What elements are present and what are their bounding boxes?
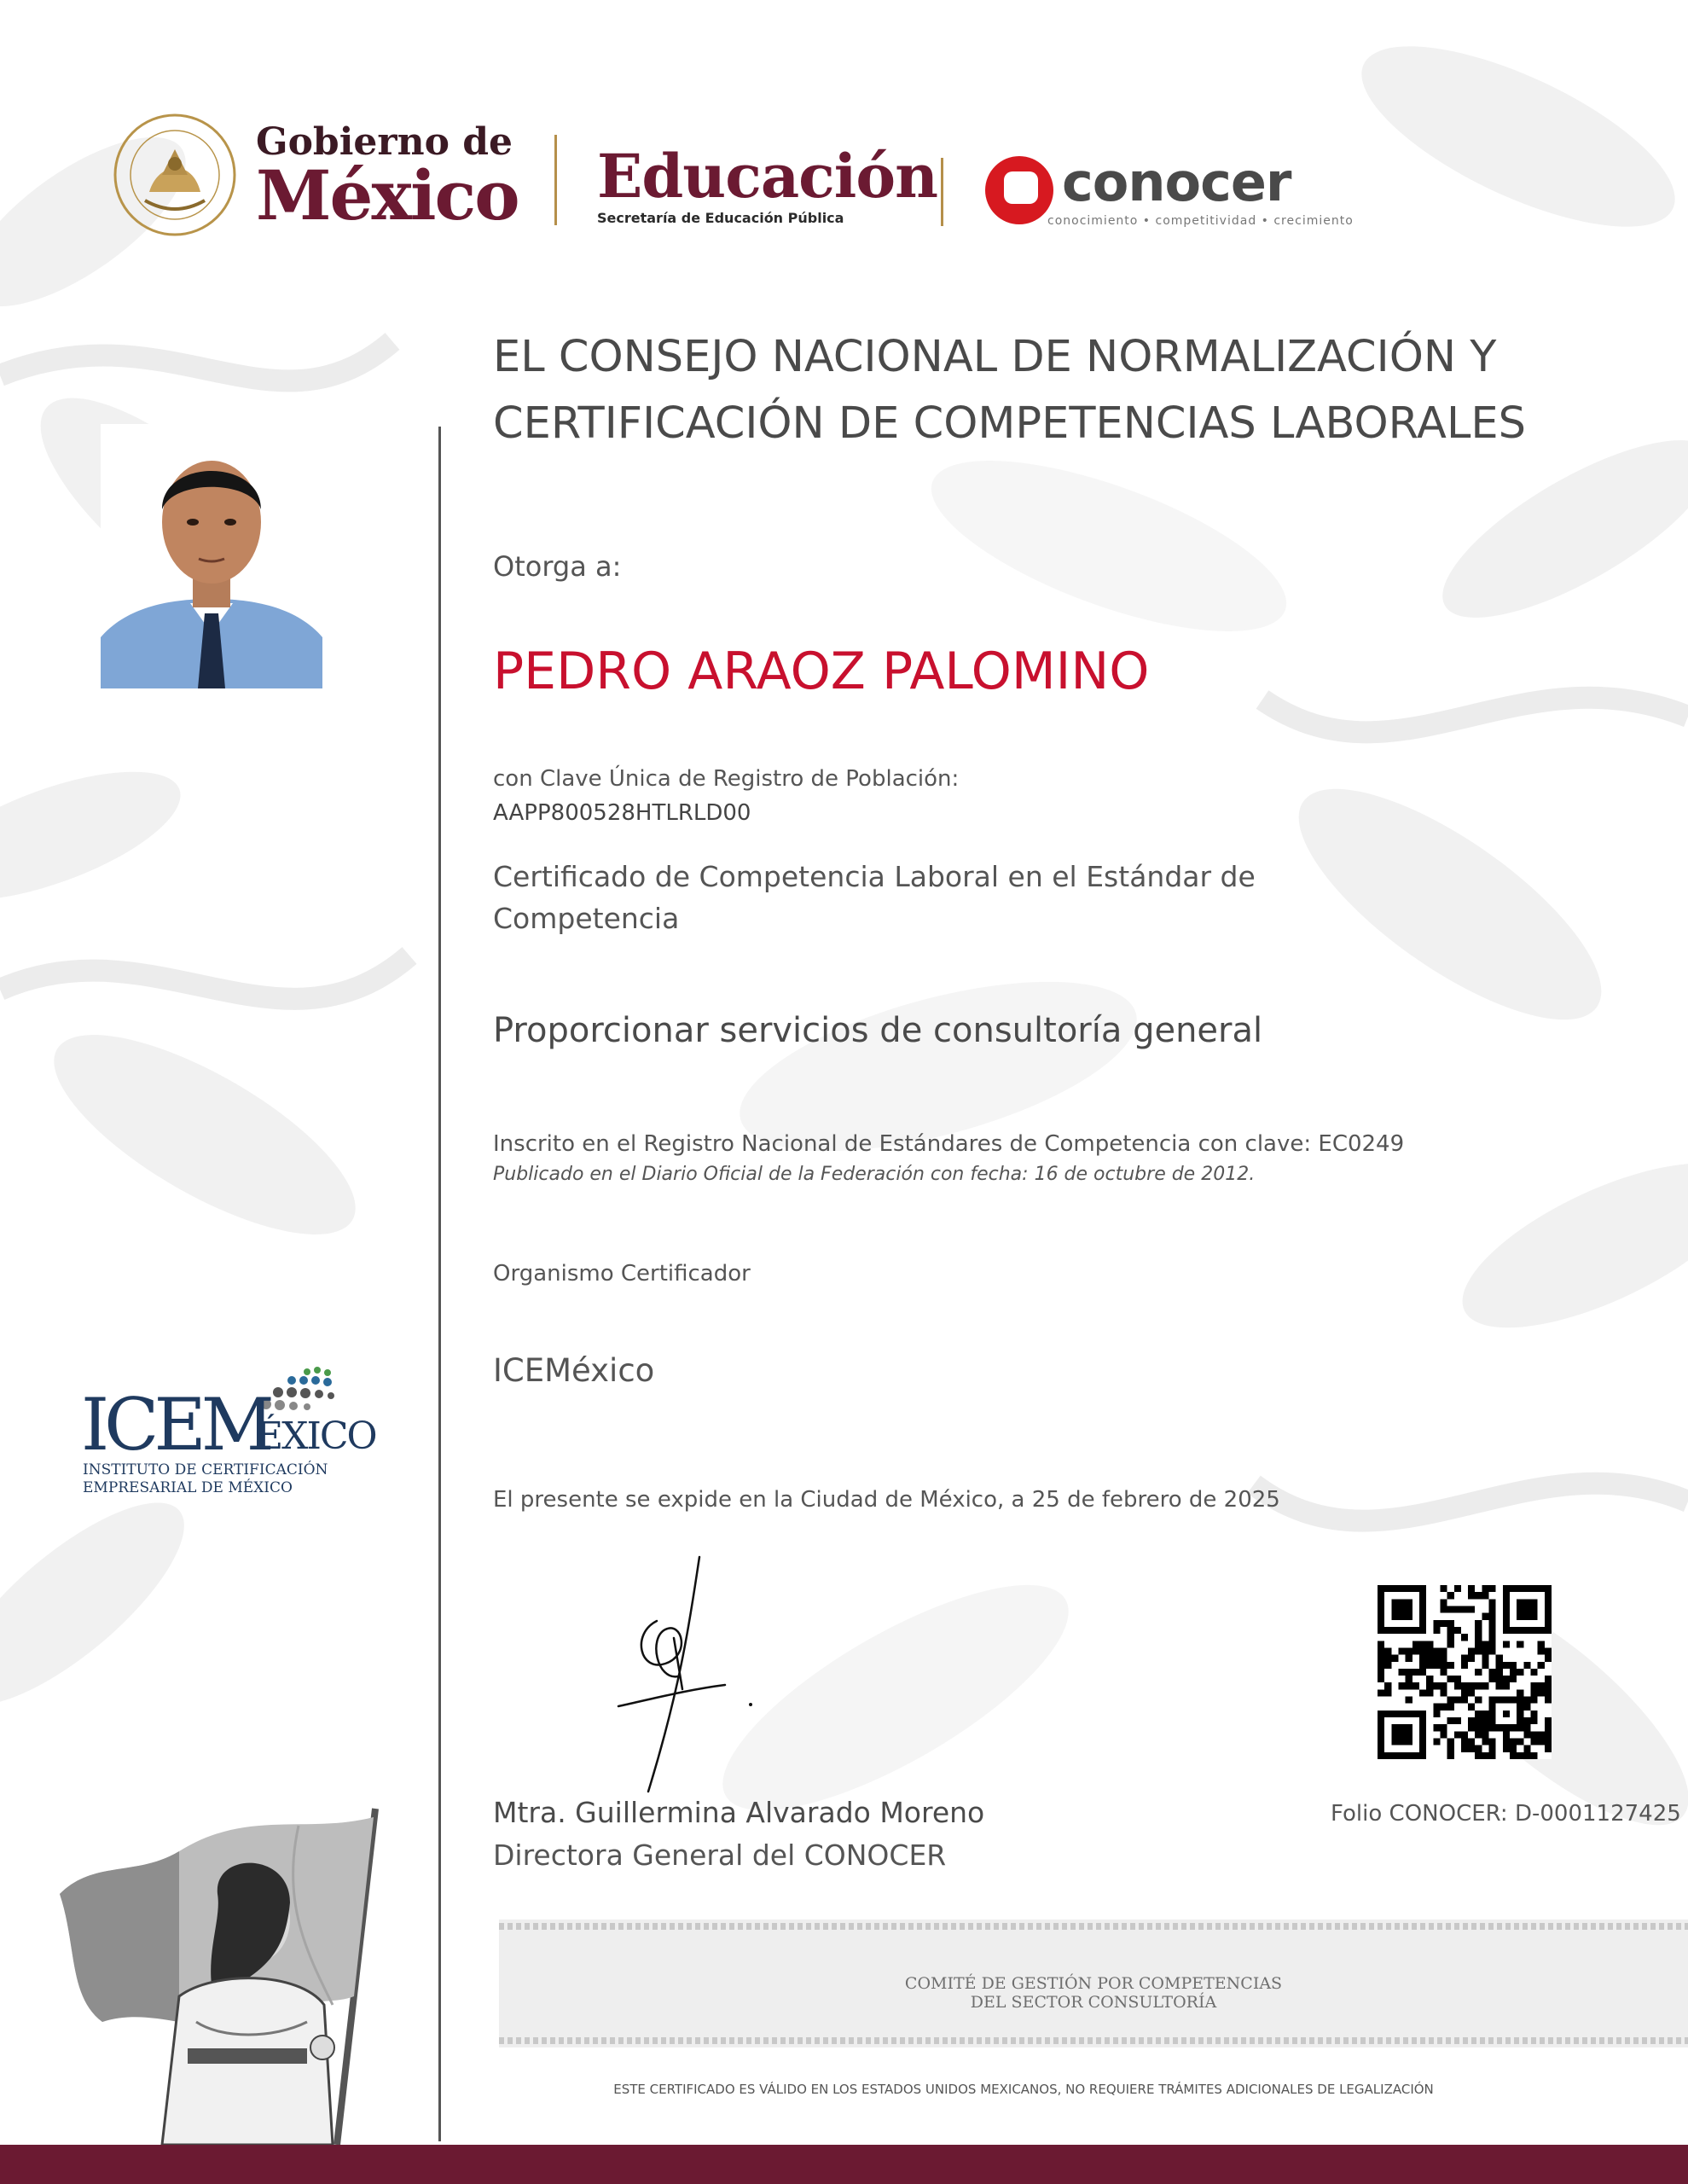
validity-notice: ESTE CERTIFICADO ES VÁLIDO EN LOS ESTADOS UNIDOS MEXICANOS, NO REQUIERE TRÁMITES ADICIONALES DE LEGALIZACIÓN xyxy=(613,2082,1434,2097)
headline-line1: EL CONSEJO NACIONAL DE NORMALIZACIÓN Y xyxy=(493,332,1497,382)
portrait-image xyxy=(101,424,322,688)
conocer-wordmark: conocer xyxy=(1062,151,1291,213)
header-divider xyxy=(554,135,557,225)
otorga-label: Otorga a: xyxy=(493,550,622,583)
folio-number: Folio CONOCER: D-0001127425 xyxy=(1331,1801,1681,1827)
curp-label: con Clave Única de Registro de Población: xyxy=(493,766,960,792)
vertical-divider xyxy=(438,427,441,2141)
published-text: Publicado en el Diario Oficial de la Federación con fecha: 16 de octubre de 2012. xyxy=(493,1164,1256,1185)
educacion-logo xyxy=(597,141,937,226)
header-divider xyxy=(941,158,943,226)
educacion-title: Educación xyxy=(597,141,937,212)
gobierno-line2: México xyxy=(256,155,519,235)
standard-title: Proporcionar servicios de consultoría general xyxy=(493,1011,1263,1050)
conocer-tagline: conocimiento • competitividad • crecimiento xyxy=(1047,214,1354,228)
icem-word: ICEM xyxy=(81,1383,270,1467)
signer-name: Mtra. Guillermina Alvarado Moreno xyxy=(493,1796,985,1829)
coat-of-arms-icon xyxy=(111,111,239,239)
curp-value: AAPP800528HTLRLD00 xyxy=(493,800,751,826)
icem-subtitle-2: EMPRESARIAL DE MÉXICO xyxy=(83,1479,293,1496)
gobierno-line1: Gobierno de xyxy=(256,120,513,164)
icem-logo xyxy=(81,1365,376,1502)
certificate-line1: Certificado de Competencia Laboral en el Estándar de xyxy=(493,860,1256,893)
qr-code-icon[interactable] xyxy=(1378,1585,1552,1759)
certifier-label: Organismo Certificador xyxy=(493,1261,751,1287)
recipient-name: PEDRO ARAOZ PALOMINO xyxy=(493,642,1150,701)
registry-text: Inscrito en el Registro Nacional de Estándares de Competencia con clave: EC0249 xyxy=(493,1131,1405,1157)
icem-word-tail: ÉXICO xyxy=(256,1414,376,1458)
handwritten-signature xyxy=(597,1553,793,1800)
committee-line2: DEL SECTOR CONSULTORÍA xyxy=(970,1993,1217,2012)
committee-band xyxy=(499,1920,1688,2048)
educacion-subtitle: Secretaría de Educación Pública xyxy=(597,210,844,226)
signer-role: Directora General del CONOCER xyxy=(493,1838,947,1872)
issue-statement: El presente se expide en la Ciudad de México, a 25 de febrero de 2025 xyxy=(493,1487,1280,1513)
footer-bar xyxy=(0,2145,1688,2184)
flag-heroine-illustration xyxy=(51,1800,392,2145)
certifier-name: ICEMéxico xyxy=(493,1352,655,1389)
issuer-headline xyxy=(493,324,1602,457)
icem-subtitle-1: INSTITUTO DE CERTIFICACIÓN xyxy=(83,1461,328,1478)
certificate-line2: Competencia xyxy=(493,902,680,935)
gobierno-de-mexico-logo xyxy=(256,120,519,235)
recipient-photo xyxy=(101,424,322,688)
committee-text xyxy=(499,1974,1688,2012)
conocer-logo-icon xyxy=(985,156,1053,224)
headline-line2: CERTIFICACIÓN DE COMPETENCIAS LABORALES xyxy=(493,398,1526,449)
committee-line1: COMITÉ DE GESTIÓN POR COMPETENCIAS xyxy=(904,1974,1283,1993)
certificate-description xyxy=(493,856,1346,939)
